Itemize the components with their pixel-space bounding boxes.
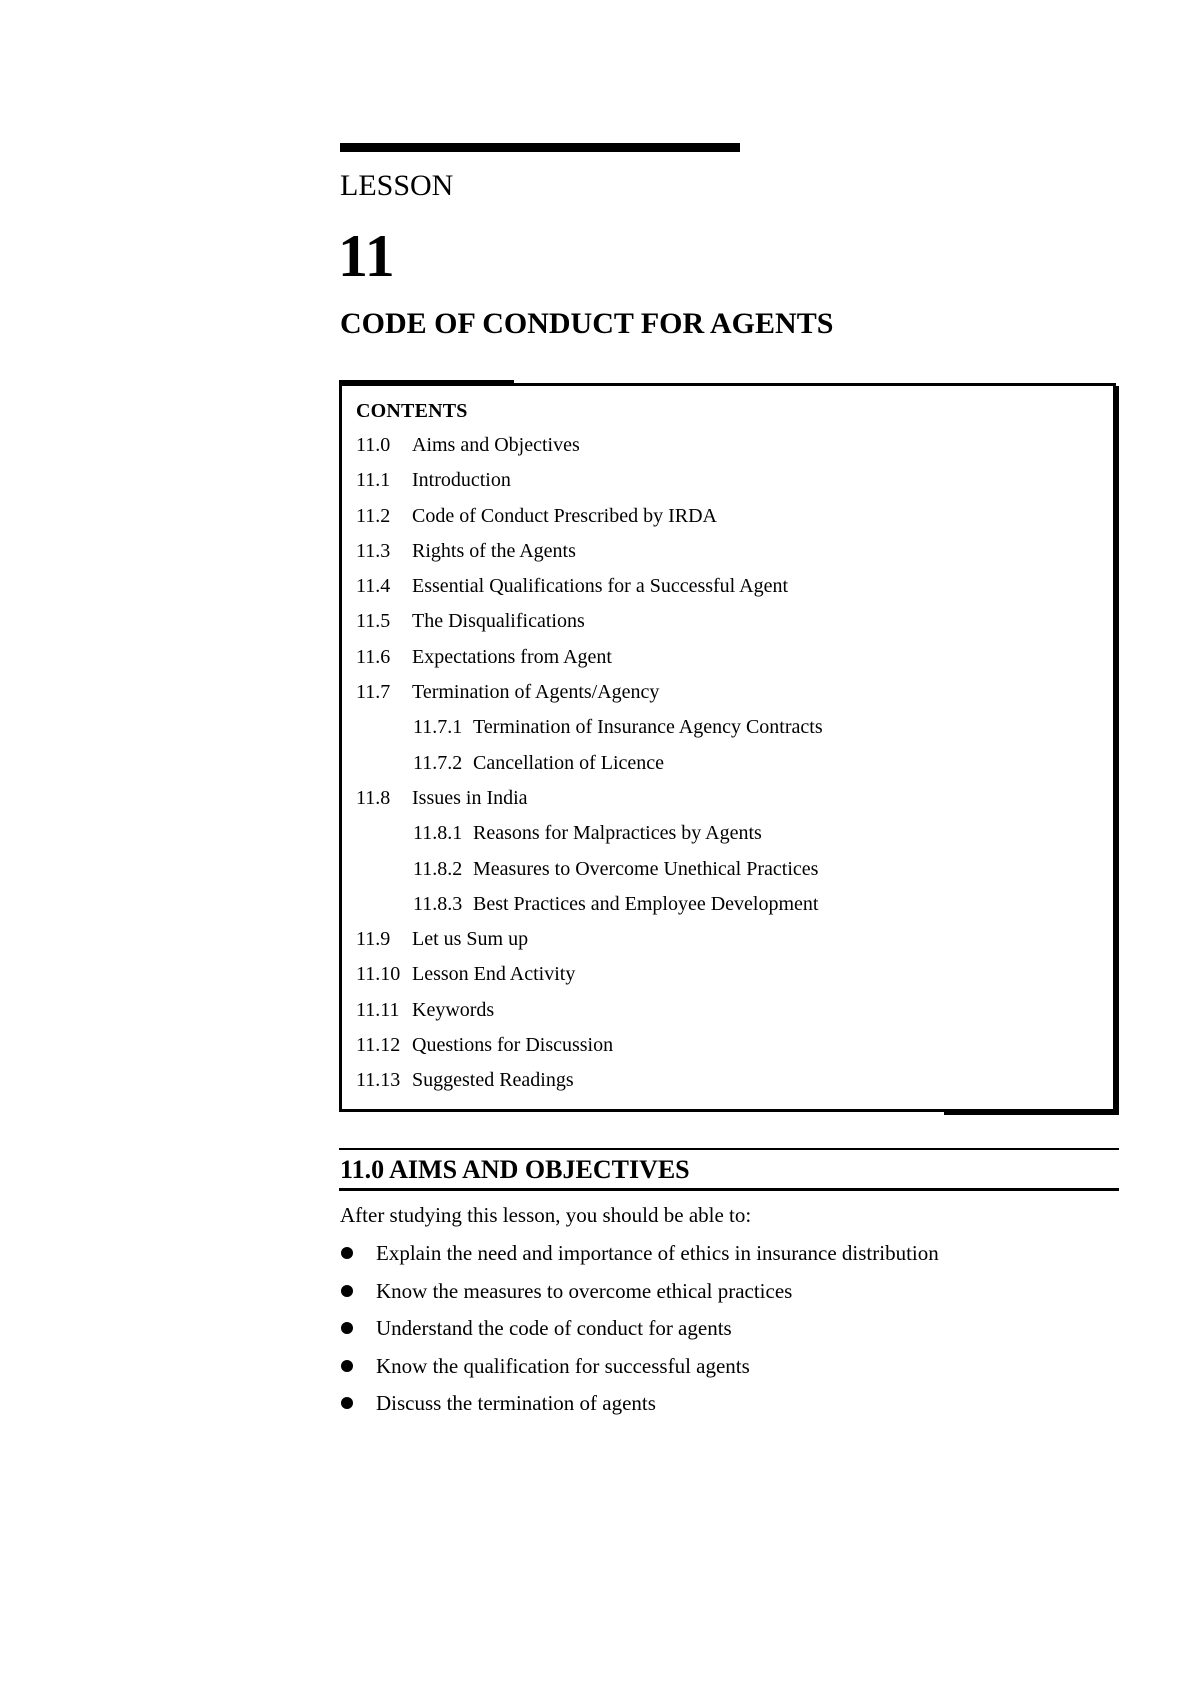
toc-item	[356, 608, 823, 643]
toc-item-number: 11.2	[356, 504, 391, 527]
bullet-icon	[341, 1360, 353, 1372]
toc-item-number: 11.10	[356, 963, 401, 986]
toc-item-title: Best Practices and Employee Development	[473, 892, 819, 915]
toc-item	[356, 1067, 823, 1102]
toc-item-number: 11.7.2	[413, 751, 463, 774]
toc-item-number: 11.11	[356, 998, 400, 1021]
toc-item-number: 11.3	[356, 539, 391, 562]
toc-item	[356, 573, 823, 608]
objective-item	[340, 1353, 939, 1391]
toc-item-title: The Disqualifications	[412, 610, 585, 633]
objective-text: Know the qualification for successful agents	[376, 1353, 750, 1378]
lesson-number: 11	[338, 223, 395, 289]
toc-item-number: 11.9	[356, 928, 391, 951]
toc-item-title: Measures to Overcome Unethical Practices	[473, 857, 819, 880]
toc-item-number: 11.6	[356, 645, 391, 668]
bullet-icon	[341, 1322, 353, 1334]
toc-item-number: 11.5	[356, 610, 391, 633]
bullet-icon	[341, 1285, 353, 1297]
toc-item-title: Code of Conduct Prescribed by IRDA	[412, 504, 717, 527]
toc-item-number: 11.8.1	[413, 822, 463, 845]
toc-item-title: Reasons for Malpractices by Agents	[473, 822, 762, 845]
bullet-icon	[341, 1247, 353, 1259]
toc-item-title: Essential Qualifications for a Successful Agent	[412, 575, 789, 598]
lesson-title: CODE OF CONDUCT FOR AGENTS	[340, 307, 834, 340]
toc-item-number: 11.13	[356, 1069, 401, 1092]
toc-item-title: Issues in India	[412, 786, 528, 809]
toc-item	[356, 785, 823, 820]
toc-item-title: Termination of Agents/Agency	[412, 681, 660, 704]
toc-item-number: 11.8.2	[413, 857, 463, 880]
toc-item	[356, 503, 823, 538]
objective-item	[340, 1278, 939, 1316]
toc-item-title: Suggested Readings	[412, 1069, 574, 1092]
objectives-list	[340, 1240, 939, 1428]
toc-item-number: 11.4	[356, 575, 391, 598]
objective-text: Understand the code of conduct for agents	[376, 1316, 732, 1340]
lesson-label: LESSON	[340, 169, 454, 202]
toc-item	[356, 679, 823, 714]
toc-item	[356, 538, 823, 573]
toc-item	[356, 432, 823, 467]
top-rule	[340, 143, 740, 152]
toc-item	[356, 1032, 823, 1067]
toc-item-number: 11.7	[356, 681, 391, 704]
toc-list	[356, 432, 823, 1103]
toc-item	[356, 997, 823, 1032]
toc-item-title: Questions for Discussion	[412, 1034, 614, 1057]
section-heading: 11.0 AIMS AND OBJECTIVES	[340, 1155, 690, 1184]
toc-item	[356, 856, 823, 891]
contents-box-shadow	[1116, 386, 1119, 1109]
toc-item-number: 11.12	[356, 1034, 401, 1057]
toc-item	[356, 750, 823, 785]
toc-item-title: Rights of the Agents	[412, 539, 576, 562]
section-rule-top	[339, 1148, 1119, 1150]
toc-item	[356, 644, 823, 679]
toc-item	[356, 820, 823, 855]
contents-box-top-tab	[339, 380, 514, 386]
objective-item	[340, 1390, 939, 1428]
toc-item-number: 11.7.1	[413, 716, 463, 739]
toc-item-title: Introduction	[412, 469, 511, 492]
toc-item-title: Termination of Insurance Agency Contracts	[473, 716, 823, 739]
objective-item	[340, 1315, 939, 1353]
toc-item-number: 11.8	[356, 786, 391, 809]
toc-item-title: Lesson End Activity	[412, 963, 576, 986]
objective-text: Know the measures to overcome ethical practices	[376, 1278, 793, 1303]
toc-item-number: 11.8.3	[413, 892, 463, 915]
objective-item	[340, 1240, 939, 1278]
toc-item-title: Expectations from Agent	[412, 645, 612, 668]
toc-item-title: Aims and Objectives	[412, 434, 580, 456]
objectives-intro: After studying this lesson, you should be able to:	[340, 1203, 752, 1227]
toc-item	[356, 714, 823, 749]
contents-heading: CONTENTS	[356, 400, 468, 422]
contents-box-bottom-tab	[944, 1109, 1119, 1115]
toc-item-title: Let us Sum up	[412, 928, 529, 951]
contents-box	[339, 383, 1116, 1112]
toc-item	[356, 961, 823, 996]
bullet-icon	[341, 1397, 353, 1409]
toc-item	[356, 891, 823, 926]
toc-item-number: 11.0	[356, 434, 391, 456]
toc-item-title: Cancellation of Licence	[473, 751, 665, 774]
objective-text: Explain the need and importance of ethics in insurance distribution	[376, 1241, 939, 1265]
toc-item	[356, 926, 823, 961]
objective-text: Discuss the termination of agents	[376, 1391, 656, 1415]
section-rule-bottom	[339, 1188, 1119, 1191]
toc-item	[356, 467, 823, 502]
toc-item-title: Keywords	[412, 998, 495, 1021]
toc-item-number: 11.1	[356, 469, 391, 492]
